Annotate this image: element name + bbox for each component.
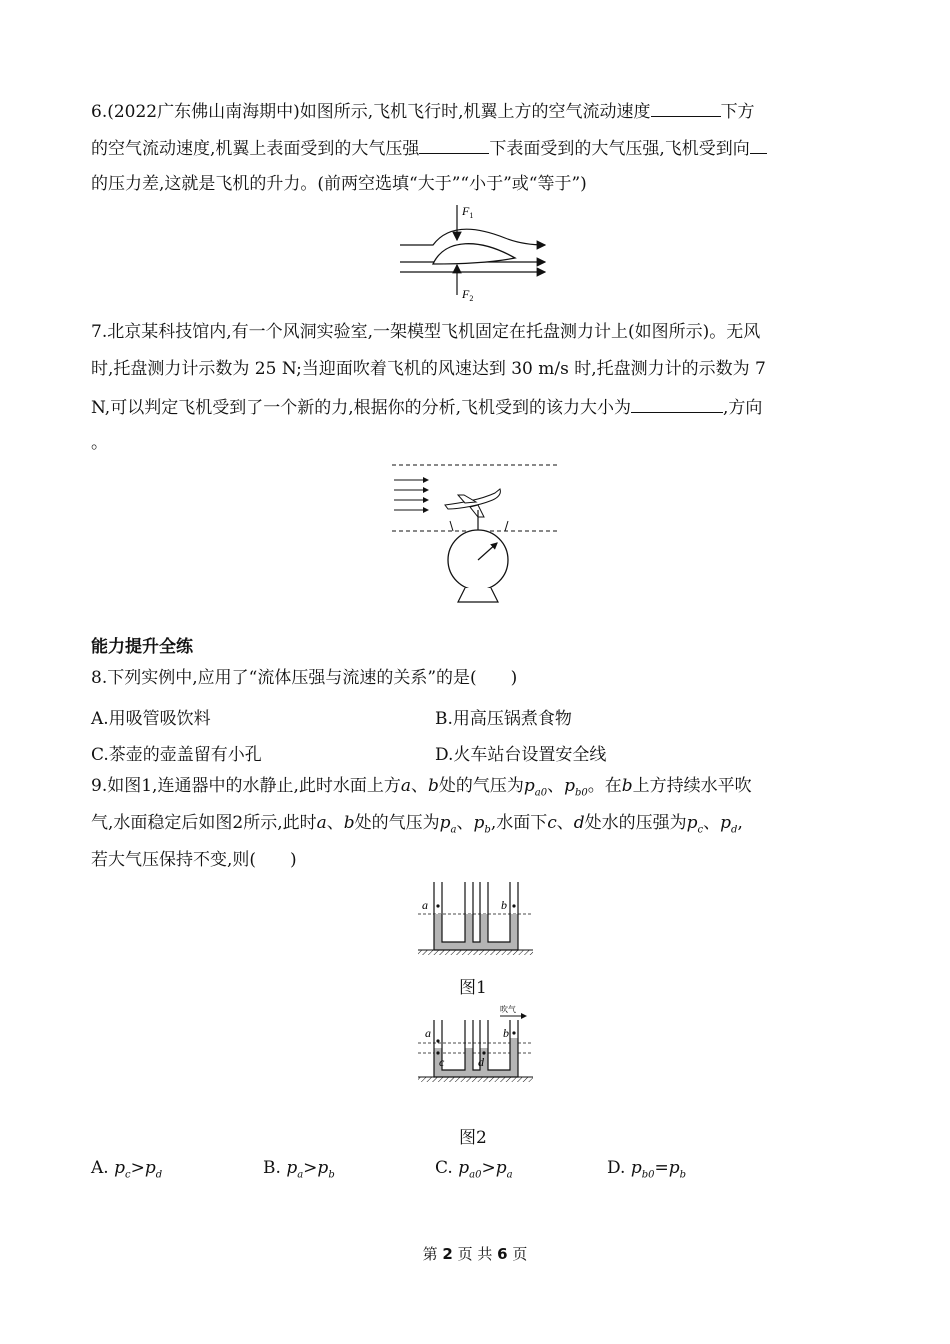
wing-figure xyxy=(395,200,555,310)
q8-option-a[interactable]: A.用吸管吸饮料 xyxy=(91,709,211,729)
svg-text:a: a xyxy=(422,898,428,912)
q9-option-c[interactable]: C. $p_{a0}>p_a$ xyxy=(435,1158,513,1181)
svg-text:b: b xyxy=(503,1026,509,1040)
svg-text:吹气: 吹气 xyxy=(500,1005,516,1014)
fig2-caption: 图2 xyxy=(459,1128,487,1148)
q6-line-3: 的压力差,这就是飞机的升力。(前两空选填“大于”“小于”或“等于”) xyxy=(91,174,587,194)
q7-line-3: N,可以判定飞机受到了一个新的力,根据你的分析,飞机受到的该力大小为 ,方向 xyxy=(91,398,763,418)
q9-option-d[interactable]: D. $p_{b0}=p_b$ xyxy=(607,1158,687,1181)
q9-option-b[interactable]: B. $p_a>p_b$ xyxy=(263,1158,335,1181)
q9-line-2: 气,水面稳定后如图2所示,此时a、b处的气压为$p_a$、$p_b$,水面下c、d处水的压强为$p_c$、$p_d$, xyxy=(91,813,743,836)
q8-option-d[interactable]: D.火车站台设置安全线 xyxy=(435,745,607,765)
q6-blank-3[interactable] xyxy=(750,137,767,154)
svg-text:b: b xyxy=(501,898,507,912)
fig2-connected-vessels xyxy=(418,1000,533,1082)
q8-stem: 8.下列实例中,应用了“流体压强与流速的关系”的是( ) xyxy=(91,668,518,688)
q6-line-1: 6.(2022广东佛山南海期中)如图所示,飞机飞行时,机翼上方的空气流动速度 下方 xyxy=(91,102,755,122)
q8-option-c[interactable]: C.茶壶的壶盖留有小孔 xyxy=(91,745,262,765)
q7-line-1: 7.北京某科技馆内,有一个风洞实验室,一架模型飞机固定在托盘测力计上(如图所示)。无风 xyxy=(91,322,761,342)
airflow-top-arrow xyxy=(400,229,545,245)
q8-option-b[interactable]: B.用高压锅煮食物 xyxy=(435,709,572,729)
q9-line-3: 若大气压保持不变,则( ) xyxy=(91,850,297,870)
q6-blank-1[interactable] xyxy=(651,100,721,117)
q6-blank-2[interactable] xyxy=(419,137,489,154)
q7-line-2: 时,托盘测力计示数为 25 N;当迎面吹着飞机的风速达到 30 m/s 时,托盘测力计的示数为 7 xyxy=(91,359,766,379)
q9-option-a[interactable]: A. $p_c>p_d$ xyxy=(91,1158,163,1181)
q6-line-2: 的空气流动速度,机翼上表面受到的大气压强 下表面受到的大气压强,飞机受到向 xyxy=(91,137,767,159)
wind-tunnel-figure xyxy=(390,455,560,605)
q9-line-1: 9.如图1,连通器中的水静止,此时水面上方a、b处的气压为$p_{a0}$、$p_{b0}$。在b上方持续水平吹 xyxy=(91,776,752,799)
svg-text:d: d xyxy=(478,1055,484,1069)
q7-line-4: 。 xyxy=(91,433,108,453)
q7-blank-1[interactable] xyxy=(631,396,723,413)
page-footer: 第 2 页 共 6 页 xyxy=(422,1245,528,1263)
svg-text:a: a xyxy=(425,1026,431,1040)
fig1-caption: 图1 xyxy=(459,978,487,998)
section-heading: 能力提升全练 xyxy=(91,637,193,657)
svg-text:c: c xyxy=(439,1055,445,1069)
f2-label: $F_2$ xyxy=(462,287,474,303)
fig1-connected-vessels xyxy=(418,880,533,955)
wing-shape xyxy=(433,244,515,264)
f1-label: $F_1$ xyxy=(462,204,474,220)
